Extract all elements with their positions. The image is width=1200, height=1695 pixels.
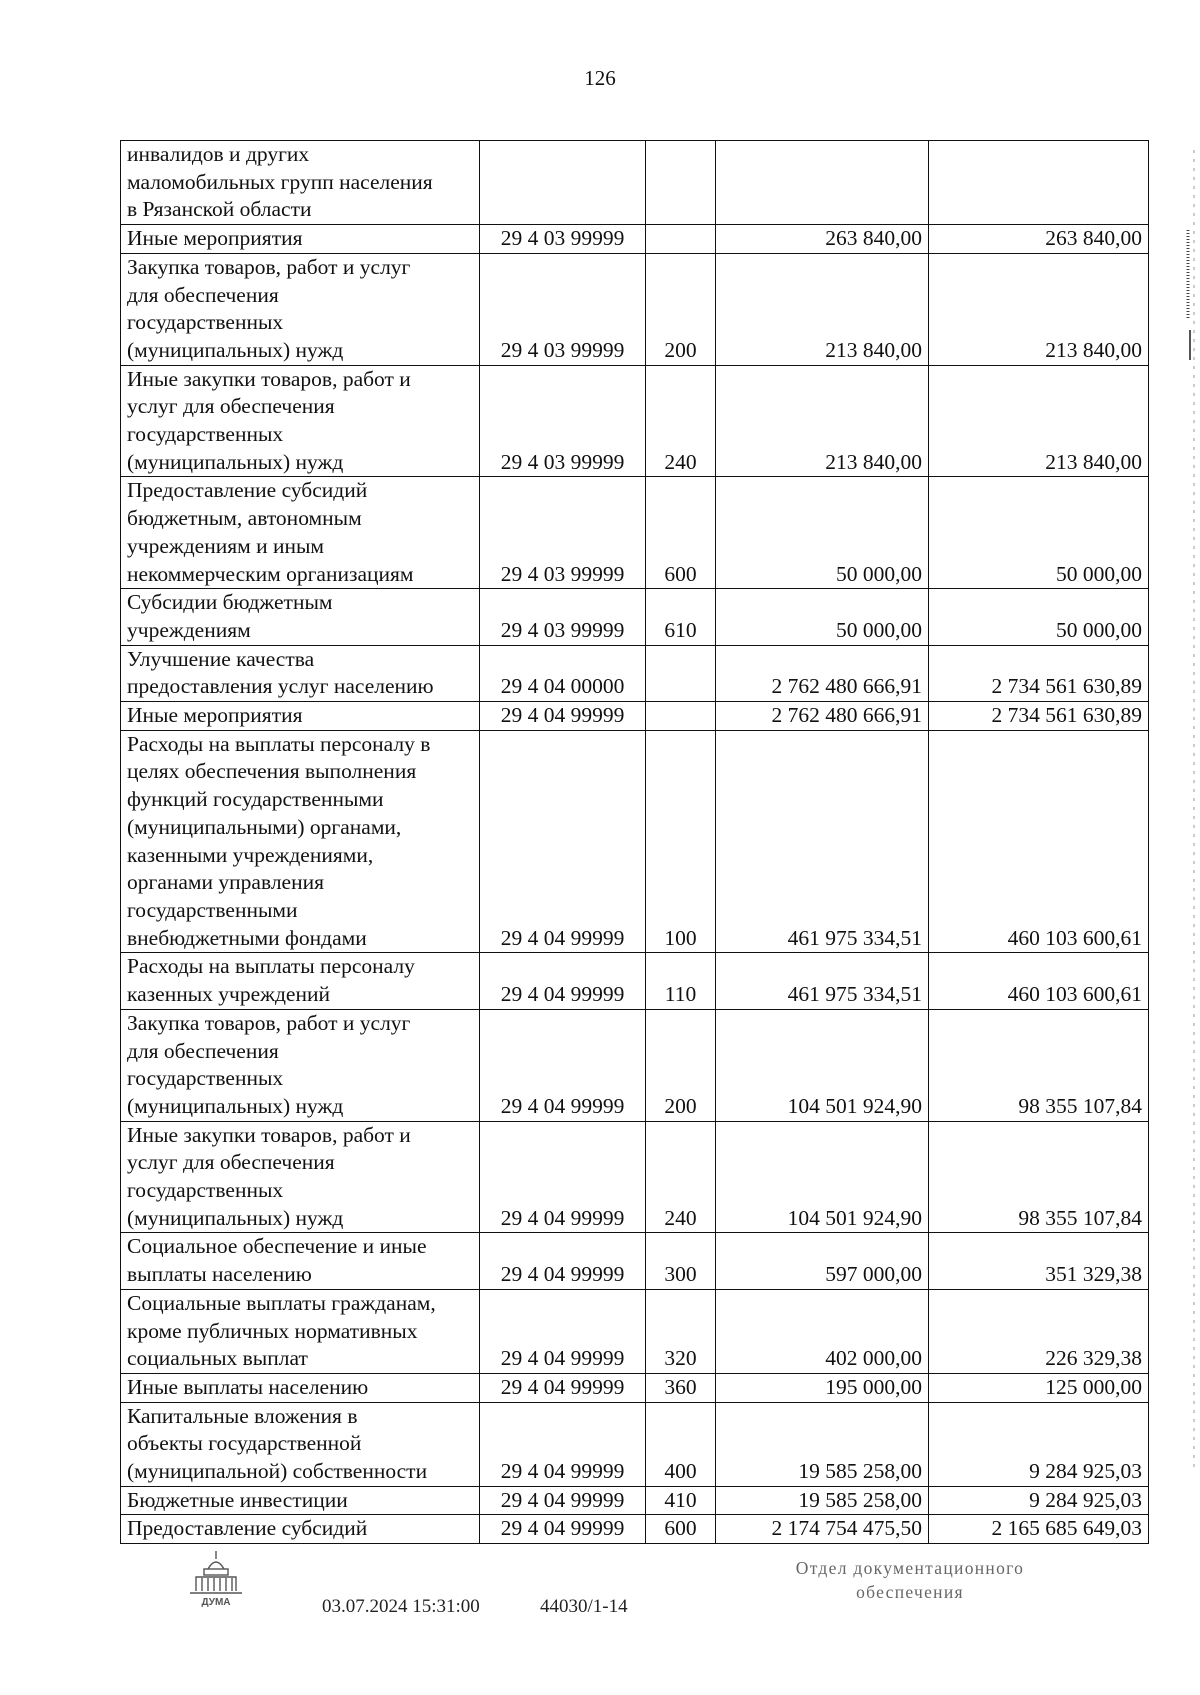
row-name: Расходы на выплаты персоналу казенных учреждений <box>121 953 480 1009</box>
row-vr: 600 <box>646 477 716 589</box>
row-value-2: 2 734 561 630,89 <box>929 645 1149 701</box>
row-value-1: 104 501 924,90 <box>716 1009 929 1121</box>
table-row <box>121 253 1149 365</box>
row-name: инвалидов и других маломобильных групп населения в Рязанской области <box>121 141 480 225</box>
row-value-2: 50 000,00 <box>929 589 1149 645</box>
department-line-2: обеспечения <box>856 1582 964 1602</box>
row-name: Социальные выплаты гражданам, кроме публичных нормативных социальных выплат <box>121 1289 480 1373</box>
row-vr: 360 <box>646 1373 716 1402</box>
row-value-2: 460 103 600,61 <box>929 953 1149 1009</box>
row-name: Иные закупки товаров, работ и услуг для обеспечения государственных (муниципальных) нужд <box>121 1121 480 1233</box>
table-row <box>121 1515 1149 1544</box>
row-value-2: 351 329,38 <box>929 1233 1149 1289</box>
scan-edge-marks <box>1180 0 1200 1695</box>
row-code: 29 4 04 99999 <box>480 1289 646 1373</box>
table-row <box>121 1121 1149 1233</box>
row-code: 29 4 04 99999 <box>480 953 646 1009</box>
table-row <box>121 953 1149 1009</box>
row-value-2: 98 355 107,84 <box>929 1009 1149 1121</box>
row-value-2: 125 000,00 <box>929 1373 1149 1402</box>
table-row <box>121 702 1149 731</box>
row-code: 29 4 03 99999 <box>480 589 646 645</box>
row-code: 29 4 04 99999 <box>480 702 646 731</box>
department-line-1: Отдел документационного <box>795 1558 1025 1578</box>
row-value-1: 50 000,00 <box>716 477 929 589</box>
row-vr: 100 <box>646 730 716 953</box>
row-code: 29 4 03 99999 <box>480 225 646 254</box>
row-name: Иные выплаты населению <box>121 1373 480 1402</box>
row-value-1: 461 975 334,51 <box>716 730 929 953</box>
row-value-2: 226 329,38 <box>929 1289 1149 1373</box>
table-row <box>121 365 1149 477</box>
row-vr: 240 <box>646 365 716 477</box>
row-code: 29 4 03 99999 <box>480 253 646 365</box>
row-vr: 200 <box>646 1009 716 1121</box>
row-vr: 410 <box>646 1486 716 1515</box>
row-code: 29 4 04 99999 <box>480 1233 646 1289</box>
row-name: Иные мероприятия <box>121 225 480 254</box>
row-code: 29 4 04 99999 <box>480 1486 646 1515</box>
row-value-1: 263 840,00 <box>716 225 929 254</box>
row-name: Бюджетные инвестиции <box>121 1486 480 1515</box>
row-code: 29 4 04 99999 <box>480 1373 646 1402</box>
row-vr <box>646 141 716 225</box>
table-row <box>121 730 1149 953</box>
row-code: 29 4 04 99999 <box>480 1402 646 1486</box>
footer-datetime: 03.07.2024 15:31:00 <box>322 1596 480 1617</box>
row-value-2: 213 840,00 <box>929 253 1149 365</box>
table-row <box>121 589 1149 645</box>
row-code: 29 4 04 00000 <box>480 645 646 701</box>
row-code: 29 4 04 99999 <box>480 1515 646 1544</box>
page-number: 126 <box>584 66 616 90</box>
row-value-2: 213 840,00 <box>929 365 1149 477</box>
row-value-2: 263 840,00 <box>929 225 1149 254</box>
table-row <box>121 477 1149 589</box>
footer-doc-number: 44030/1-14 <box>540 1596 628 1617</box>
row-value-2: 2 734 561 630,89 <box>929 702 1149 731</box>
row-code: 29 4 04 99999 <box>480 730 646 953</box>
row-value-1: 195 000,00 <box>716 1373 929 1402</box>
table-row <box>121 645 1149 701</box>
row-name: Иные мероприятия <box>121 702 480 731</box>
logo-text: ДУМА <box>201 1597 231 1608</box>
row-value-2: 9 284 925,03 <box>929 1402 1149 1486</box>
budget-table <box>120 140 1149 1544</box>
row-name: Капитальные вложения в объекты государственной (муниципальной) собственности <box>121 1402 480 1486</box>
row-value-1: 597 000,00 <box>716 1233 929 1289</box>
row-code: 29 4 03 99999 <box>480 365 646 477</box>
table-row <box>121 1402 1149 1486</box>
row-value-1: 50 000,00 <box>716 589 929 645</box>
duma-logo-icon <box>180 1547 252 1611</box>
row-value-1: 2 762 480 666,91 <box>716 645 929 701</box>
row-vr: 110 <box>646 953 716 1009</box>
row-name: Предоставление субсидий <box>121 1515 480 1544</box>
row-value-2: 98 355 107,84 <box>929 1121 1149 1233</box>
table-row <box>121 141 1149 225</box>
row-code: 29 4 04 99999 <box>480 1121 646 1233</box>
row-name: Субсидии бюджетным учреждениям <box>121 589 480 645</box>
row-value-1: 2 174 754 475,50 <box>716 1515 929 1544</box>
row-code: 29 4 04 99999 <box>480 1009 646 1121</box>
row-code: 29 4 03 99999 <box>480 477 646 589</box>
row-vr <box>646 702 716 731</box>
table-row <box>121 1373 1149 1402</box>
row-vr: 320 <box>646 1289 716 1373</box>
row-name: Предоставление субсидий бюджетным, автономным учреждениям и иным некоммерческим организациям <box>121 477 480 589</box>
row-name: Закупка товаров, работ и услуг для обеспечения государственных (муниципальных) нужд <box>121 1009 480 1121</box>
department-stamp <box>760 1556 1060 1604</box>
row-vr: 200 <box>646 253 716 365</box>
row-vr: 610 <box>646 589 716 645</box>
row-value-1: 213 840,00 <box>716 365 929 477</box>
row-value-1 <box>716 141 929 225</box>
row-value-1: 213 840,00 <box>716 253 929 365</box>
row-value-1: 104 501 924,90 <box>716 1121 929 1233</box>
row-vr <box>646 645 716 701</box>
row-value-2: 2 165 685 649,03 <box>929 1515 1149 1544</box>
row-code <box>480 141 646 225</box>
table-row <box>121 225 1149 254</box>
row-value-1: 2 762 480 666,91 <box>716 702 929 731</box>
row-vr: 240 <box>646 1121 716 1233</box>
row-vr: 600 <box>646 1515 716 1544</box>
row-vr: 400 <box>646 1402 716 1486</box>
row-name: Улучшение качества предоставления услуг населению <box>121 645 480 701</box>
row-value-1: 461 975 334,51 <box>716 953 929 1009</box>
row-value-1: 19 585 258,00 <box>716 1486 929 1515</box>
row-value-1: 19 585 258,00 <box>716 1402 929 1486</box>
table-row <box>121 1009 1149 1121</box>
row-value-2: 50 000,00 <box>929 477 1149 589</box>
row-name: Социальное обеспечение и иные выплаты населению <box>121 1233 480 1289</box>
row-vr: 300 <box>646 1233 716 1289</box>
row-value-2: 460 103 600,61 <box>929 730 1149 953</box>
table-row <box>121 1233 1149 1289</box>
row-name: Иные закупки товаров, работ и услуг для обеспечения государственных (муниципальных) нужд <box>121 365 480 477</box>
row-name: Закупка товаров, работ и услуг для обеспечения государственных (муниципальных) нужд <box>121 253 480 365</box>
row-vr <box>646 225 716 254</box>
row-value-2 <box>929 141 1149 225</box>
row-name: Расходы на выплаты персоналу в целях обеспечения выполнения функций государственными (муниципальными) органами, казенными учреждениями, органами управления государственными внебюджетными фондами <box>121 730 480 953</box>
table-row <box>121 1486 1149 1515</box>
table-row <box>121 1289 1149 1373</box>
row-value-1: 402 000,00 <box>716 1289 929 1373</box>
row-value-2: 9 284 925,03 <box>929 1486 1149 1515</box>
